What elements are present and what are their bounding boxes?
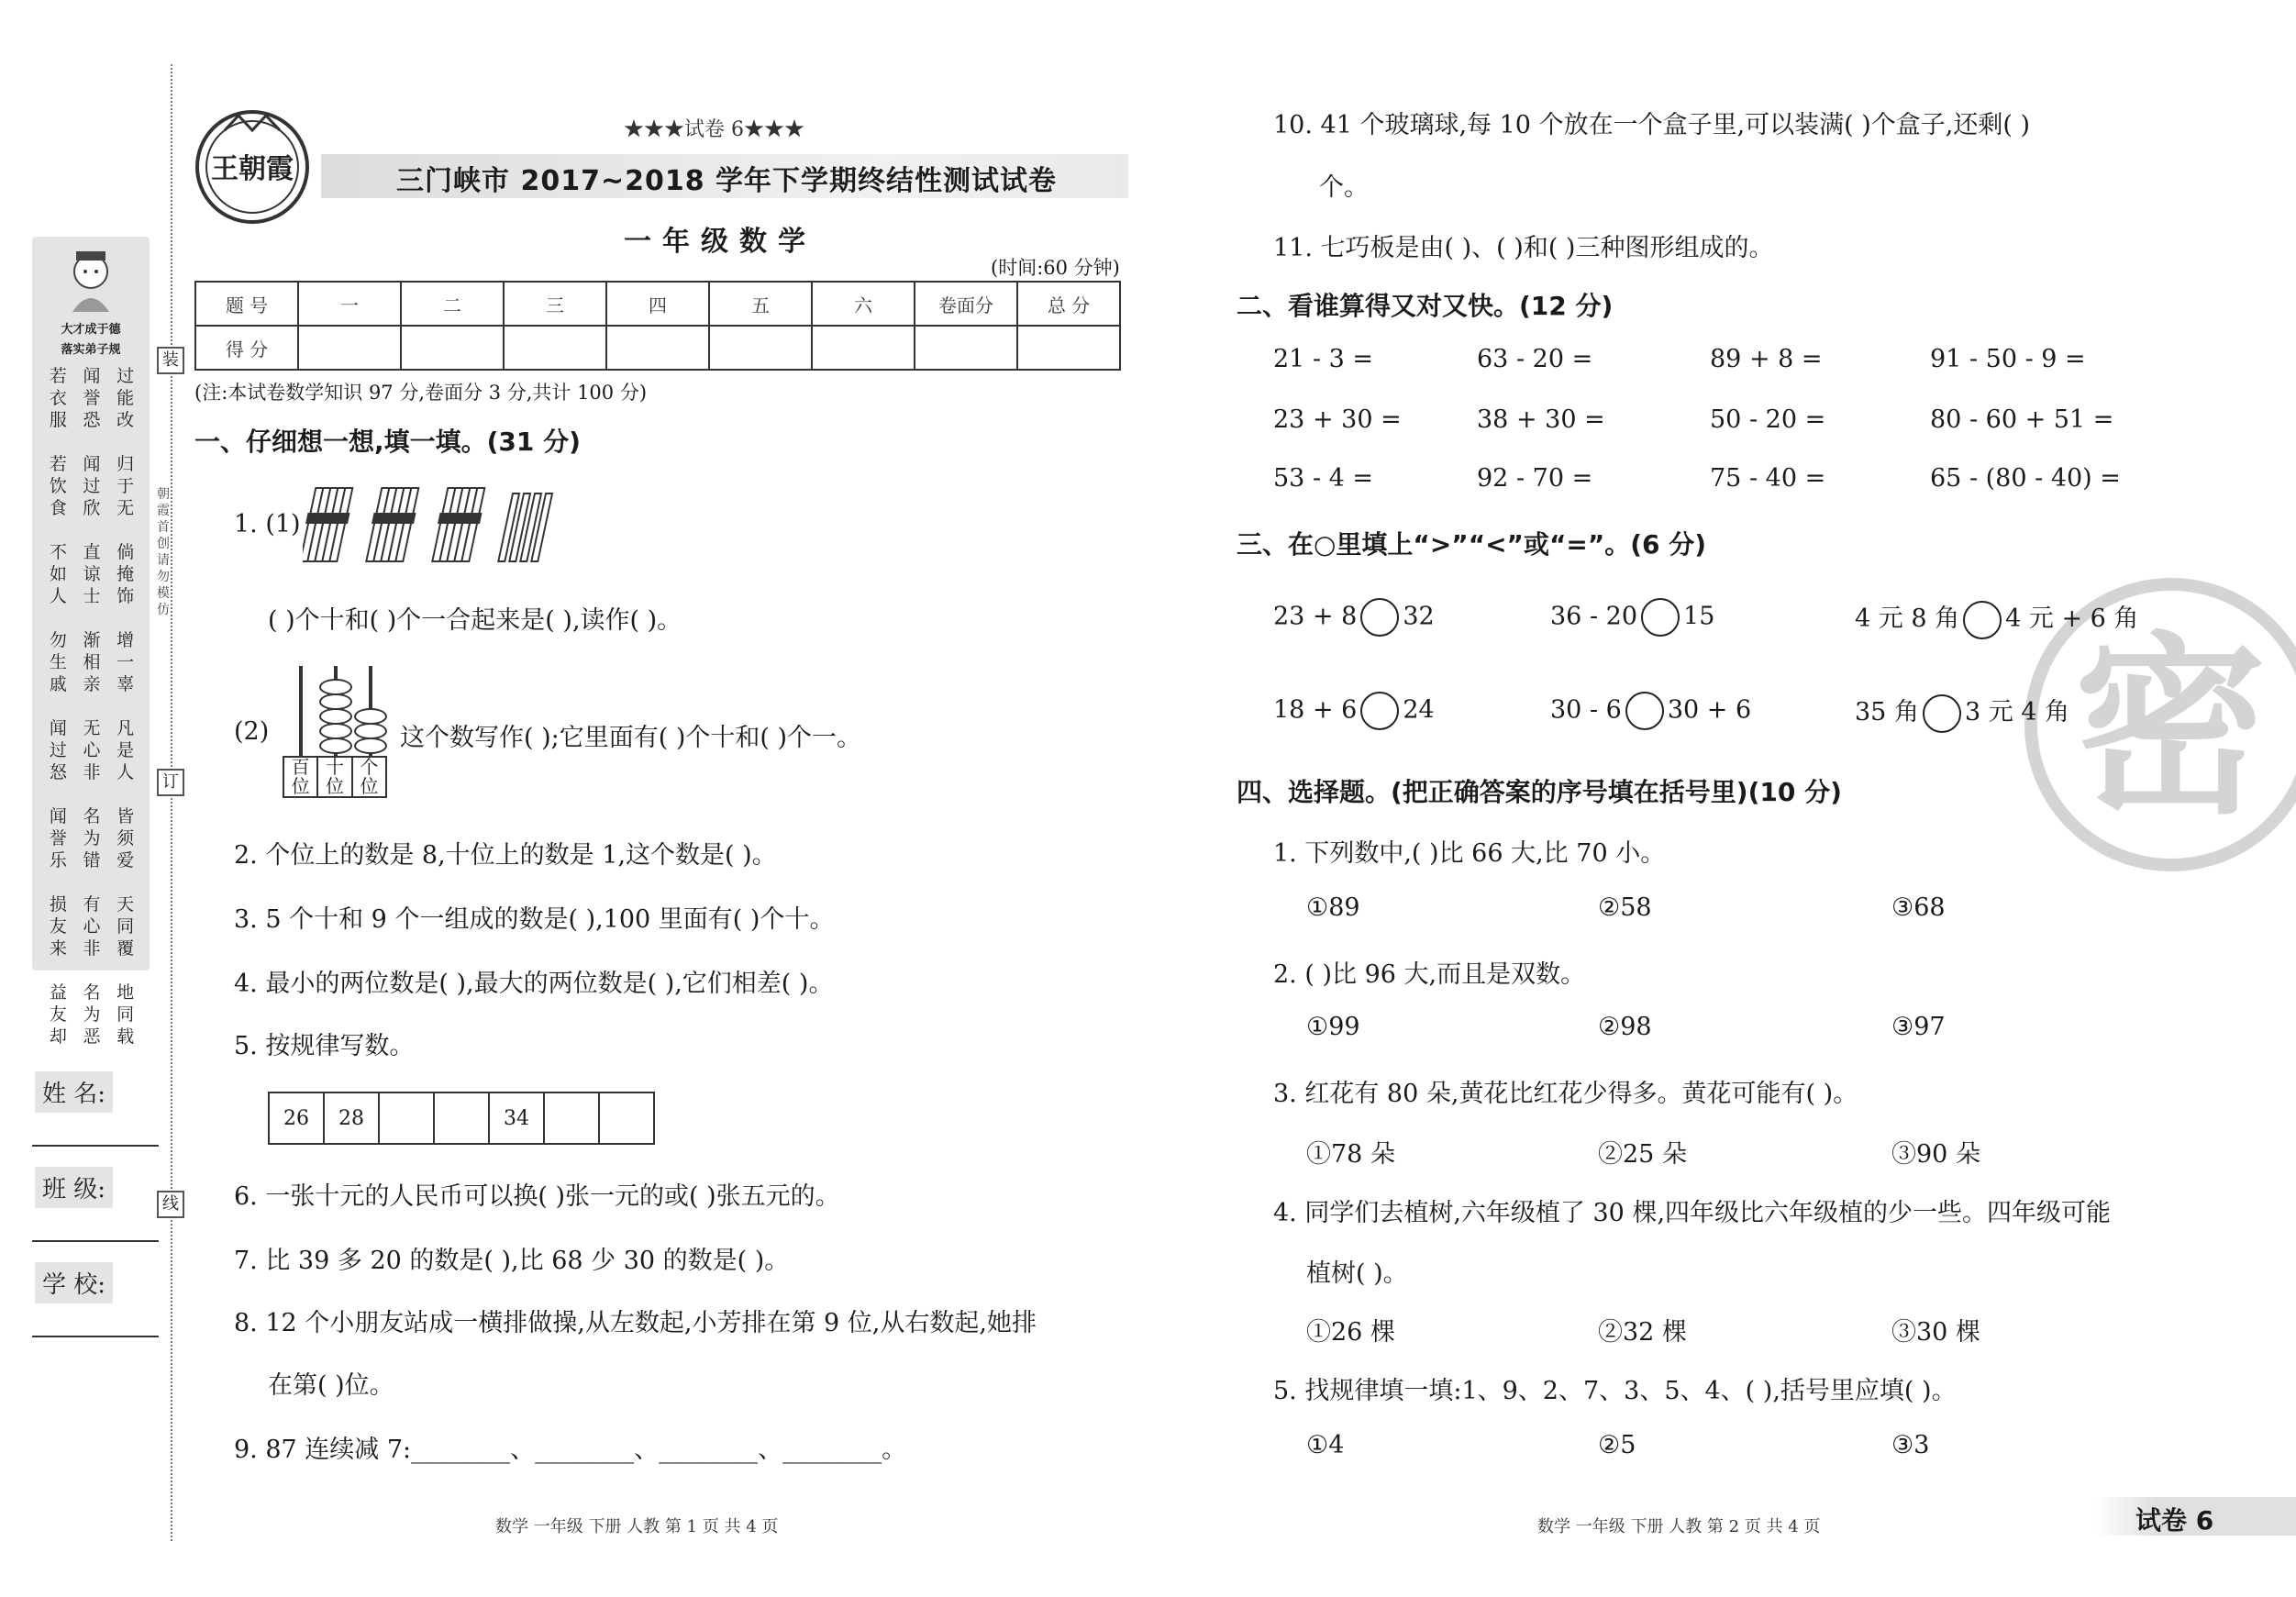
sequence-blank-cell[interactable] (379, 1092, 434, 1144)
motto-column: 若 饮 食 (49, 454, 67, 518)
motto-group (41, 981, 142, 1048)
svg-text:王朝霞: 王朝霞 (211, 153, 294, 185)
number-sequence-table (268, 1092, 655, 1145)
calc-item[interactable]: 75 - 40 = (1710, 464, 1826, 493)
compare-circle[interactable] (1625, 692, 1664, 730)
choice-5-option-3[interactable]: ③3 (1891, 1431, 1930, 1459)
choice-5-option-1[interactable]: ①4 (1306, 1431, 1345, 1459)
choice-3: 3. 红花有 80 朵,黄花比红花少得多。黄花可能有( )。 (1273, 1080, 1858, 1108)
compare-left: 36 - 20 (1550, 602, 1638, 631)
q1-1-text: ( )个十和( )个一合起来是( ),读作( )。 (268, 606, 682, 635)
sequence-cell: 28 (324, 1092, 379, 1144)
question-3: 3. 5 个十和 9 个一组成的数是( ),100 里面有( )个十。 (234, 905, 835, 934)
score-input-cell[interactable] (709, 326, 812, 370)
compare-left: 30 - 6 (1550, 695, 1622, 725)
compare-right: 32 (1403, 602, 1435, 631)
seal-char-1: 装 (157, 347, 184, 374)
choice-4-line-2: 植树( )。 (1306, 1259, 1408, 1288)
name-blank[interactable] (32, 1145, 159, 1147)
calc-item[interactable]: 89 + 8 = (1710, 345, 1823, 373)
motto-columns (41, 365, 142, 1070)
calc-item[interactable]: 92 - 70 = (1477, 464, 1593, 493)
right-page-footer: 数学 一年级 下册 人教 第 2 页 共 4 页 (1537, 1517, 1821, 1536)
calc-item[interactable]: 21 - 3 = (1273, 345, 1374, 373)
compare-right: 30 + 6 (1667, 695, 1752, 725)
choice-1: 1. 下列数中,( )比 66 大,比 70 小。 (1273, 839, 1666, 868)
compare-right: 3 元 4 角 (1964, 698, 2070, 726)
score-cell: 题 号 (195, 282, 298, 326)
compare-circle[interactable] (1360, 692, 1399, 730)
question-4: 4. 最小的两位数是( ),最大的两位数是( ),它们相差( )。 (234, 970, 834, 998)
name-label: 姓 名: (35, 1071, 113, 1113)
question-11: 11. 七巧板是由( )、( )和( )三种图形组成的。 (1273, 234, 1774, 262)
scholar-figure-icon (63, 248, 118, 314)
choice-4-option-3[interactable]: ③30 棵 (1891, 1318, 1980, 1347)
score-input-cell[interactable] (606, 326, 709, 370)
motto-column: 倘 掩 饰 (116, 542, 135, 606)
motto-group (41, 453, 142, 519)
section-4-title: 四、选择题。(把正确答案的序号填在括号里)(10 分) (1237, 777, 1842, 807)
score-cell: 六 (812, 282, 915, 326)
motto-column: 不 如 人 (49, 542, 67, 606)
score-cell: 四 (606, 282, 709, 326)
paper-tag: ★★★试卷 6★★★ (624, 118, 804, 141)
q1-2-label: (2) (234, 717, 270, 746)
abacus (283, 660, 393, 798)
motto-column: 名 为 错 (83, 806, 101, 871)
choice-1-option-2[interactable]: ②58 (1598, 893, 1652, 922)
compare-left: 35 角 (1855, 698, 1919, 726)
compare-circle[interactable] (1923, 694, 1961, 733)
calc-item[interactable]: 23 + 30 = (1273, 405, 1402, 434)
choice-2-option-1[interactable]: ①99 (1306, 1013, 1360, 1041)
calc-item[interactable]: 63 - 20 = (1477, 345, 1593, 373)
motto-column: 有 心 非 (83, 894, 101, 959)
motto-column: 归 于 无 (116, 454, 135, 518)
sequence-blank-cell[interactable] (599, 1092, 654, 1144)
stick-bundles-icon (303, 481, 578, 572)
score-cell: 得 分 (195, 326, 298, 370)
motto-column: 损 友 来 (49, 894, 67, 959)
choice-5: 5. 找规律填一填:1、9、2、7、3、5、4、( ),括号里应填( )。 (1273, 1377, 1957, 1405)
sequence-blank-cell[interactable] (544, 1092, 599, 1144)
section-1-title: 一、仔细想一想,填一填。(31 分) (194, 427, 581, 457)
compare-item (1550, 598, 1714, 637)
vertical-notice: 朝霞首创 请勿模仿 (157, 487, 170, 617)
score-cell: 二 (401, 282, 504, 326)
abacus-label-tens: 十位 (318, 758, 352, 796)
calc-item[interactable]: 50 - 20 = (1710, 405, 1826, 434)
choice-2-option-2[interactable]: ②98 (1598, 1013, 1652, 1041)
binding-dotted-line (171, 64, 172, 1541)
score-input-cell[interactable] (401, 326, 504, 370)
compare-left: 18 + 6 (1273, 695, 1358, 725)
calc-item[interactable]: 53 - 4 = (1273, 464, 1374, 493)
compare-circle[interactable] (1641, 598, 1680, 637)
choice-1-option-1[interactable]: ①89 (1306, 893, 1360, 922)
question-6: 6. 一张十元的人民币可以换( )张一元的或( )张五元的。 (234, 1182, 840, 1211)
motto-column: 闻 誉 恐 (83, 366, 101, 430)
motto-column: 天 同 覆 (116, 894, 135, 959)
choice-4-option-2[interactable]: ②32 棵 (1598, 1318, 1687, 1347)
school-label: 学 校: (35, 1262, 113, 1303)
seal-char-3: 线 (157, 1191, 184, 1218)
motto-column: 增 一 辜 (116, 630, 135, 694)
score-cell: 卷面分 (915, 282, 1017, 326)
q1-2-text: 这个数写作( );它里面有( )个十和( )个一。 (400, 724, 862, 752)
motto-group (41, 541, 142, 607)
compare-item (1855, 598, 2138, 639)
motto-column: 无 心 非 (83, 718, 101, 782)
motto-column: 直 谅 士 (83, 542, 101, 606)
main-title: 三门峡市 2017~2018 学年下学期终结性测试试卷 (396, 165, 1058, 197)
abacus-bead (354, 738, 387, 754)
motto-line-1: 大才成于德 (61, 323, 121, 337)
choice-5-option-2[interactable]: ②5 (1598, 1431, 1636, 1459)
sequence-cell: 26 (269, 1092, 324, 1144)
score-cell: 总 分 (1017, 282, 1120, 326)
score-cell: 五 (709, 282, 812, 326)
abacus-base (283, 756, 387, 798)
motto-line-2: 落实弟子规 (61, 343, 121, 357)
compare-item (1550, 692, 1751, 730)
left-page-footer: 数学 一年级 下册 人教 第 1 页 共 4 页 (495, 1517, 779, 1536)
question-5: 5. 按规律写数。 (234, 1032, 415, 1060)
sequence-cell: 34 (489, 1092, 544, 1144)
calc-item[interactable]: 38 + 30 = (1477, 405, 1605, 434)
choice-2-option-3[interactable]: ③97 (1891, 1013, 1946, 1041)
motto-column: 地 同 载 (116, 982, 135, 1047)
calc-item[interactable]: 80 - 60 + 51 = (1930, 405, 2114, 434)
time-limit: (时间:60 分钟) (991, 257, 1120, 279)
question-9: 9. 87 连续减 7:________、________、________、________。 (234, 1436, 907, 1464)
question-8-line-1: 8. 12 个小朋友站成一横排做操,从左数起,小芳排在第 9 位,从右数起,她排 (234, 1309, 1037, 1337)
seal-char-2: 订 (157, 769, 184, 796)
class-label: 班 级: (35, 1167, 113, 1208)
score-table (194, 281, 1121, 371)
motto-column: 过 能 改 (116, 366, 135, 430)
compare-right: 4 元 + 6 角 (2005, 604, 2139, 633)
choice-3-option-1[interactable]: ①78 朵 (1306, 1140, 1395, 1169)
choice-4-option-1[interactable]: ①26 棵 (1306, 1318, 1395, 1347)
compare-item (1855, 692, 2069, 733)
question-10-line-2: 个。 (1319, 173, 1369, 202)
subject-title: 一年级数学 (624, 226, 816, 258)
motto-group (41, 893, 142, 959)
compare-circle[interactable] (1963, 601, 2002, 639)
compare-item (1273, 692, 1435, 730)
motto-column: 勿 生 戚 (49, 630, 67, 694)
motto-column: 闻 过 怒 (49, 718, 67, 782)
score-table-header-row (195, 282, 1120, 326)
abacus-label-hundreds: 百位 (284, 758, 318, 796)
compare-circle[interactable] (1360, 598, 1399, 637)
motto-column: 渐 相 亲 (83, 630, 101, 694)
question-10-line-1: 10. 41 个玻璃球,每 10 个放在一个盒子里,可以装满( )个盒子,还剩( ) (1273, 111, 2031, 139)
school-blank[interactable] (32, 1336, 159, 1337)
choice-3-option-3[interactable]: ③90 朵 (1891, 1140, 1980, 1169)
choice-1-option-3[interactable]: ③68 (1891, 893, 1946, 922)
motto-panel (32, 237, 150, 1047)
compare-right: 24 (1403, 695, 1435, 725)
question-7: 7. 比 39 多 20 的数是( ),比 68 少 30 的数是( )。 (234, 1247, 790, 1275)
q1-1-label: 1. (1) (234, 510, 301, 538)
motto-column: 名 为 恶 (83, 982, 101, 1047)
question-8-line-2: 在第( )位。 (268, 1371, 394, 1400)
motto-group (41, 365, 142, 431)
compare-right: 15 (1683, 602, 1715, 631)
motto-group (41, 805, 142, 871)
motto-column: 闻 誉 乐 (49, 806, 67, 871)
publisher-logo (188, 103, 316, 231)
class-blank[interactable] (32, 1240, 159, 1242)
motto-column: 若 衣 服 (49, 366, 67, 430)
score-cell: 三 (504, 282, 606, 326)
choice-3-option-2[interactable]: ②25 朵 (1598, 1140, 1687, 1169)
score-input-cell[interactable] (504, 326, 606, 370)
score-note: (注:本试卷数学知识 97 分,卷面分 3 分,共计 100 分) (194, 382, 648, 404)
score-input-cell[interactable] (298, 326, 401, 370)
corner-tag: 试卷 6 (2135, 1505, 2214, 1536)
compare-left: 23 + 8 (1273, 602, 1358, 631)
motto-column: 益 友 却 (49, 982, 67, 1047)
motto-column: 凡 是 人 (116, 718, 135, 782)
compare-left: 4 元 8 角 (1855, 604, 1960, 633)
score-input-cell[interactable] (1017, 326, 1120, 370)
calc-item[interactable]: 65 - (80 - 40) = (1930, 464, 2121, 493)
stamp-char: 密 (2074, 616, 2268, 840)
score-cell: 一 (298, 282, 401, 326)
sequence-blank-cell[interactable] (434, 1092, 489, 1144)
score-table-score-row (195, 326, 1120, 370)
question-2: 2. 个位上的数是 8,十位上的数是 1,这个数是( )。 (234, 841, 777, 870)
abacus-bead (319, 738, 352, 754)
motto-group (41, 717, 142, 783)
score-input-cell[interactable] (812, 326, 915, 370)
motto-column: 皆 须 爱 (116, 806, 135, 871)
calc-item[interactable]: 91 - 50 - 9 = (1930, 345, 2086, 373)
section-2-title: 二、看谁算得又对又快。(12 分) (1237, 291, 1614, 321)
score-input-cell[interactable] (915, 326, 1017, 370)
choice-4-line-1: 4. 同学们去植树,六年级植了 30 棵,四年级比六年级植的少一些。四年级可能 (1273, 1199, 2112, 1227)
motto-group (41, 629, 142, 695)
abacus-label-ones: 个位 (360, 756, 379, 797)
choice-2: 2. ( )比 96 大,而且是双数。 (1273, 960, 1586, 989)
motto-column: 闻 过 欣 (83, 454, 101, 518)
section-3-title: 三、在○里填上“>”“<”或“=”。(6 分) (1237, 529, 1707, 560)
compare-item (1273, 598, 1435, 637)
